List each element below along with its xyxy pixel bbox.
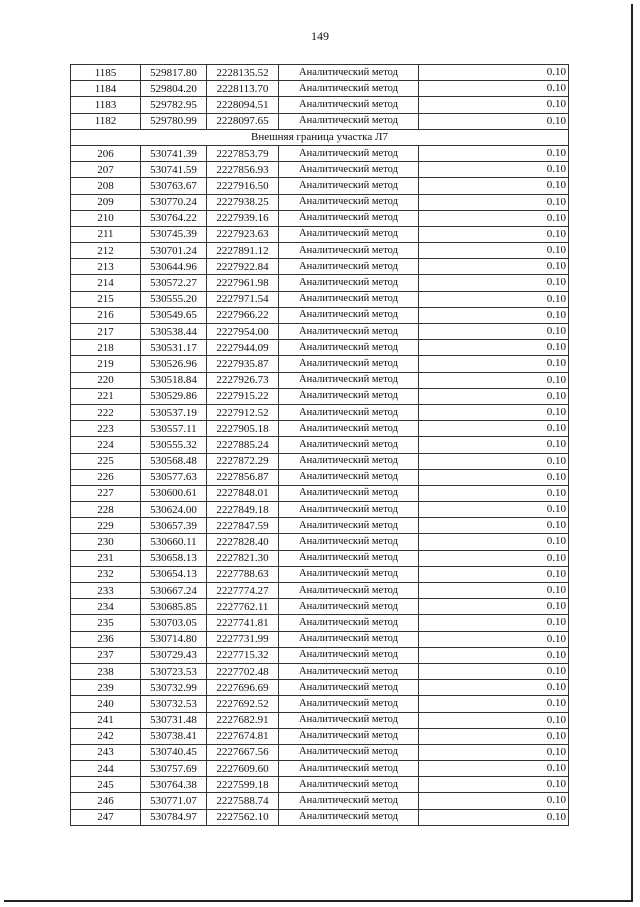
table-row	[71, 469, 569, 485]
table-row	[71, 518, 569, 534]
accuracy-cell: 0.10	[419, 372, 569, 388]
table-row	[71, 194, 569, 210]
x-coordinate-cell: 530557.11	[141, 421, 207, 437]
accuracy-cell: 0.10	[419, 809, 569, 825]
x-coordinate-cell: 530732.53	[141, 696, 207, 712]
accuracy-cell: 0.10	[419, 777, 569, 793]
point-number-cell: 238	[71, 663, 141, 679]
accuracy-cell: 0.10	[419, 696, 569, 712]
point-number-cell: 206	[71, 145, 141, 161]
accuracy-cell: 0.10	[419, 615, 569, 631]
y-coordinate-cell: 2227926.73	[207, 372, 279, 388]
y-coordinate-cell: 2227938.25	[207, 194, 279, 210]
section-header-row	[71, 129, 569, 145]
method-cell: Аналитический метод	[279, 81, 419, 97]
y-coordinate-cell: 2227961.98	[207, 275, 279, 291]
method-cell: Аналитический метод	[279, 615, 419, 631]
point-number-cell: 1184	[71, 81, 141, 97]
x-coordinate-cell: 530526.96	[141, 356, 207, 372]
method-cell: Аналитический метод	[279, 761, 419, 777]
accuracy-cell: 0.10	[419, 761, 569, 777]
x-coordinate-cell: 530731.48	[141, 712, 207, 728]
y-coordinate-cell: 2227891.12	[207, 243, 279, 259]
y-coordinate-cell: 2227609.60	[207, 761, 279, 777]
accuracy-cell: 0.10	[419, 340, 569, 356]
method-cell: Аналитический метод	[279, 599, 419, 615]
accuracy-cell: 0.10	[419, 243, 569, 259]
table-row	[71, 647, 569, 663]
coordinates-table	[70, 64, 569, 826]
point-number-cell: 236	[71, 631, 141, 647]
accuracy-cell: 0.10	[419, 793, 569, 809]
accuracy-cell: 0.10	[419, 550, 569, 566]
accuracy-cell: 0.10	[419, 744, 569, 760]
point-number-cell: 219	[71, 356, 141, 372]
y-coordinate-cell: 2227923.63	[207, 226, 279, 242]
y-coordinate-cell: 2227696.69	[207, 680, 279, 696]
method-cell: Аналитический метод	[279, 793, 419, 809]
table-row	[71, 226, 569, 242]
table-row	[71, 744, 569, 760]
point-number-cell: 244	[71, 761, 141, 777]
x-coordinate-cell: 530685.85	[141, 599, 207, 615]
point-number-cell: 223	[71, 421, 141, 437]
y-coordinate-cell: 2227944.09	[207, 340, 279, 356]
x-coordinate-cell: 529782.95	[141, 97, 207, 113]
table-row	[71, 599, 569, 615]
point-number-cell: 208	[71, 178, 141, 194]
point-number-cell: 222	[71, 404, 141, 420]
method-cell: Аналитический метод	[279, 388, 419, 404]
accuracy-cell: 0.10	[419, 226, 569, 242]
accuracy-cell: 0.10	[419, 113, 569, 129]
x-coordinate-cell: 530538.44	[141, 324, 207, 340]
table-row	[71, 793, 569, 809]
y-coordinate-cell: 2227912.52	[207, 404, 279, 420]
table-row	[71, 324, 569, 340]
x-coordinate-cell: 530764.38	[141, 777, 207, 793]
method-cell: Аналитический метод	[279, 777, 419, 793]
page-number: 149	[311, 29, 329, 43]
accuracy-cell: 0.10	[419, 712, 569, 728]
method-cell: Аналитический метод	[279, 404, 419, 420]
y-coordinate-cell: 2227885.24	[207, 437, 279, 453]
x-coordinate-cell: 530757.69	[141, 761, 207, 777]
accuracy-cell: 0.10	[419, 680, 569, 696]
method-cell: Аналитический метод	[279, 194, 419, 210]
table-row	[71, 728, 569, 744]
point-number-cell: 243	[71, 744, 141, 760]
table-row	[71, 615, 569, 631]
table-body-before	[71, 65, 569, 130]
y-coordinate-cell: 2227562.10	[207, 809, 279, 825]
method-cell: Аналитический метод	[279, 502, 419, 518]
y-coordinate-cell: 2227788.63	[207, 566, 279, 582]
table-row	[71, 275, 569, 291]
accuracy-cell: 0.10	[419, 307, 569, 323]
point-number-cell: 246	[71, 793, 141, 809]
point-number-cell: 211	[71, 226, 141, 242]
x-coordinate-cell: 529817.80	[141, 65, 207, 81]
x-coordinate-cell: 530568.48	[141, 453, 207, 469]
method-cell: Аналитический метод	[279, 712, 419, 728]
accuracy-cell: 0.10	[419, 178, 569, 194]
x-coordinate-cell: 530741.39	[141, 145, 207, 161]
point-number-cell: 210	[71, 210, 141, 226]
table-row	[71, 696, 569, 712]
accuracy-cell: 0.10	[419, 599, 569, 615]
accuracy-cell: 0.10	[419, 647, 569, 663]
y-coordinate-cell: 2227731.99	[207, 631, 279, 647]
accuracy-cell: 0.10	[419, 210, 569, 226]
table-row	[71, 388, 569, 404]
method-cell: Аналитический метод	[279, 647, 419, 663]
x-coordinate-cell: 530770.24	[141, 194, 207, 210]
accuracy-cell: 0.10	[419, 356, 569, 372]
accuracy-cell: 0.10	[419, 275, 569, 291]
x-coordinate-cell: 529780.99	[141, 113, 207, 129]
point-number-cell: 224	[71, 437, 141, 453]
accuracy-cell: 0.10	[419, 421, 569, 437]
y-coordinate-cell: 2227971.54	[207, 291, 279, 307]
y-coordinate-cell: 2228097.65	[207, 113, 279, 129]
y-coordinate-cell: 2227667.56	[207, 744, 279, 760]
table-row	[71, 372, 569, 388]
accuracy-cell: 0.10	[419, 518, 569, 534]
method-cell: Аналитический метод	[279, 259, 419, 275]
table-row	[71, 663, 569, 679]
table-row	[71, 307, 569, 323]
x-coordinate-cell: 530701.24	[141, 243, 207, 259]
table-row	[71, 583, 569, 599]
x-coordinate-cell: 530667.24	[141, 583, 207, 599]
table-row	[71, 809, 569, 825]
table-row	[71, 356, 569, 372]
accuracy-cell: 0.10	[419, 534, 569, 550]
accuracy-cell: 0.10	[419, 485, 569, 501]
x-coordinate-cell: 530657.39	[141, 518, 207, 534]
point-number-cell: 1183	[71, 97, 141, 113]
point-number-cell: 247	[71, 809, 141, 825]
table-row	[71, 761, 569, 777]
y-coordinate-cell: 2227922.84	[207, 259, 279, 275]
x-coordinate-cell: 530555.32	[141, 437, 207, 453]
method-cell: Аналитический метод	[279, 744, 419, 760]
point-number-cell: 218	[71, 340, 141, 356]
x-coordinate-cell: 530577.63	[141, 469, 207, 485]
x-coordinate-cell: 530600.61	[141, 485, 207, 501]
x-coordinate-cell: 530771.07	[141, 793, 207, 809]
y-coordinate-cell: 2228135.52	[207, 65, 279, 81]
table-row	[71, 502, 569, 518]
accuracy-cell: 0.10	[419, 97, 569, 113]
x-coordinate-cell: 530741.59	[141, 162, 207, 178]
table-row	[71, 291, 569, 307]
method-cell: Аналитический метод	[279, 324, 419, 340]
table-row	[71, 631, 569, 647]
method-cell: Аналитический метод	[279, 680, 419, 696]
method-cell: Аналитический метод	[279, 421, 419, 437]
y-coordinate-cell: 2227916.50	[207, 178, 279, 194]
x-coordinate-cell: 530660.11	[141, 534, 207, 550]
y-coordinate-cell: 2227847.59	[207, 518, 279, 534]
x-coordinate-cell: 530555.20	[141, 291, 207, 307]
point-number-cell: 212	[71, 243, 141, 259]
y-coordinate-cell: 2227915.22	[207, 388, 279, 404]
table-row	[71, 259, 569, 275]
accuracy-cell: 0.10	[419, 145, 569, 161]
method-cell: Аналитический метод	[279, 485, 419, 501]
accuracy-cell: 0.10	[419, 437, 569, 453]
table-row	[71, 437, 569, 453]
point-number-cell: 229	[71, 518, 141, 534]
accuracy-cell: 0.10	[419, 65, 569, 81]
method-cell: Аналитический метод	[279, 356, 419, 372]
point-number-cell: 214	[71, 275, 141, 291]
table-row	[71, 485, 569, 501]
table-row	[71, 453, 569, 469]
y-coordinate-cell: 2227848.01	[207, 485, 279, 501]
point-number-cell: 234	[71, 599, 141, 615]
method-cell: Аналитический метод	[279, 275, 419, 291]
method-cell: Аналитический метод	[279, 307, 419, 323]
y-coordinate-cell: 2227588.74	[207, 793, 279, 809]
table-row	[71, 97, 569, 113]
y-coordinate-cell: 2227856.87	[207, 469, 279, 485]
method-cell: Аналитический метод	[279, 728, 419, 744]
x-coordinate-cell: 530549.65	[141, 307, 207, 323]
y-coordinate-cell: 2227872.29	[207, 453, 279, 469]
x-coordinate-cell: 530529.86	[141, 388, 207, 404]
accuracy-cell: 0.10	[419, 259, 569, 275]
method-cell: Аналитический метод	[279, 518, 419, 534]
accuracy-cell: 0.10	[419, 631, 569, 647]
accuracy-cell: 0.10	[419, 502, 569, 518]
x-coordinate-cell: 530644.96	[141, 259, 207, 275]
table-row	[71, 81, 569, 97]
point-number-cell: 239	[71, 680, 141, 696]
y-coordinate-cell: 2227741.81	[207, 615, 279, 631]
accuracy-cell: 0.10	[419, 194, 569, 210]
point-number-cell: 221	[71, 388, 141, 404]
y-coordinate-cell: 2228113.70	[207, 81, 279, 97]
method-cell: Аналитический метод	[279, 631, 419, 647]
method-cell: Аналитический метод	[279, 210, 419, 226]
x-coordinate-cell: 530624.00	[141, 502, 207, 518]
method-cell: Аналитический метод	[279, 65, 419, 81]
accuracy-cell: 0.10	[419, 81, 569, 97]
point-number-cell: 217	[71, 324, 141, 340]
point-number-cell: 242	[71, 728, 141, 744]
x-coordinate-cell: 530784.97	[141, 809, 207, 825]
x-coordinate-cell: 530764.22	[141, 210, 207, 226]
y-coordinate-cell: 2227856.93	[207, 162, 279, 178]
method-cell: Аналитический метод	[279, 583, 419, 599]
point-number-cell: 231	[71, 550, 141, 566]
table-row	[71, 210, 569, 226]
method-cell: Аналитический метод	[279, 809, 419, 825]
x-coordinate-cell: 530572.27	[141, 275, 207, 291]
accuracy-cell: 0.10	[419, 566, 569, 582]
accuracy-cell: 0.10	[419, 291, 569, 307]
y-coordinate-cell: 2227774.27	[207, 583, 279, 599]
accuracy-cell: 0.10	[419, 404, 569, 420]
x-coordinate-cell: 530658.13	[141, 550, 207, 566]
accuracy-cell: 0.10	[419, 583, 569, 599]
method-cell: Аналитический метод	[279, 243, 419, 259]
table-row	[71, 680, 569, 696]
point-number-cell: 245	[71, 777, 141, 793]
table-row	[71, 777, 569, 793]
method-cell: Аналитический метод	[279, 113, 419, 129]
y-coordinate-cell: 2227702.48	[207, 663, 279, 679]
method-cell: Аналитический метод	[279, 97, 419, 113]
accuracy-cell: 0.10	[419, 453, 569, 469]
accuracy-cell: 0.10	[419, 324, 569, 340]
method-cell: Аналитический метод	[279, 162, 419, 178]
method-cell: Аналитический метод	[279, 696, 419, 712]
table-row	[71, 243, 569, 259]
x-coordinate-cell: 530738.41	[141, 728, 207, 744]
accuracy-cell: 0.10	[419, 728, 569, 744]
point-number-cell: 232	[71, 566, 141, 582]
table-row	[71, 566, 569, 582]
table-row	[71, 178, 569, 194]
method-cell: Аналитический метод	[279, 340, 419, 356]
x-coordinate-cell: 529804.20	[141, 81, 207, 97]
table-row	[71, 65, 569, 81]
y-coordinate-cell: 2227682.91	[207, 712, 279, 728]
x-coordinate-cell: 530763.67	[141, 178, 207, 194]
point-number-cell: 215	[71, 291, 141, 307]
x-coordinate-cell: 530531.17	[141, 340, 207, 356]
x-coordinate-cell: 530518.84	[141, 372, 207, 388]
point-number-cell: 240	[71, 696, 141, 712]
x-coordinate-cell: 530732.99	[141, 680, 207, 696]
section-header: Внешняя граница участка Л7	[71, 129, 569, 145]
point-number-cell: 1182	[71, 113, 141, 129]
method-cell: Аналитический метод	[279, 178, 419, 194]
x-coordinate-cell: 530729.43	[141, 647, 207, 663]
table-body-after	[71, 145, 569, 825]
method-cell: Аналитический метод	[279, 226, 419, 242]
point-number-cell: 237	[71, 647, 141, 663]
y-coordinate-cell: 2227849.18	[207, 502, 279, 518]
x-coordinate-cell: 530703.05	[141, 615, 207, 631]
y-coordinate-cell: 2227966.22	[207, 307, 279, 323]
y-coordinate-cell: 2228094.51	[207, 97, 279, 113]
accuracy-cell: 0.10	[419, 469, 569, 485]
method-cell: Аналитический метод	[279, 534, 419, 550]
accuracy-cell: 0.10	[419, 663, 569, 679]
method-cell: Аналитический метод	[279, 453, 419, 469]
table-row	[71, 421, 569, 437]
y-coordinate-cell: 2227715.32	[207, 647, 279, 663]
section-header-row-group	[71, 129, 569, 145]
table-row	[71, 712, 569, 728]
method-cell: Аналитический метод	[279, 291, 419, 307]
y-coordinate-cell: 2227853.79	[207, 145, 279, 161]
x-coordinate-cell: 530654.13	[141, 566, 207, 582]
table-row	[71, 550, 569, 566]
point-number-cell: 226	[71, 469, 141, 485]
x-coordinate-cell: 530537.19	[141, 404, 207, 420]
point-number-cell: 230	[71, 534, 141, 550]
point-number-cell: 1185	[71, 65, 141, 81]
y-coordinate-cell: 2227905.18	[207, 421, 279, 437]
table-row	[71, 113, 569, 129]
y-coordinate-cell: 2227935.87	[207, 356, 279, 372]
x-coordinate-cell: 530714.80	[141, 631, 207, 647]
method-cell: Аналитический метод	[279, 566, 419, 582]
point-number-cell: 220	[71, 372, 141, 388]
x-coordinate-cell: 530745.39	[141, 226, 207, 242]
x-coordinate-cell: 530723.53	[141, 663, 207, 679]
table-row	[71, 145, 569, 161]
y-coordinate-cell: 2227762.11	[207, 599, 279, 615]
y-coordinate-cell: 2227599.18	[207, 777, 279, 793]
method-cell: Аналитический метод	[279, 663, 419, 679]
table-row	[71, 340, 569, 356]
method-cell: Аналитический метод	[279, 550, 419, 566]
method-cell: Аналитический метод	[279, 145, 419, 161]
method-cell: Аналитический метод	[279, 437, 419, 453]
y-coordinate-cell: 2227674.81	[207, 728, 279, 744]
point-number-cell: 207	[71, 162, 141, 178]
x-coordinate-cell: 530740.45	[141, 744, 207, 760]
table-row	[71, 404, 569, 420]
y-coordinate-cell: 2227821.30	[207, 550, 279, 566]
point-number-cell: 235	[71, 615, 141, 631]
point-number-cell: 209	[71, 194, 141, 210]
point-number-cell: 233	[71, 583, 141, 599]
method-cell: Аналитический метод	[279, 372, 419, 388]
y-coordinate-cell: 2227692.52	[207, 696, 279, 712]
accuracy-cell: 0.10	[419, 162, 569, 178]
point-number-cell: 216	[71, 307, 141, 323]
table-row	[71, 162, 569, 178]
point-number-cell: 241	[71, 712, 141, 728]
y-coordinate-cell: 2227828.40	[207, 534, 279, 550]
y-coordinate-cell: 2227939.16	[207, 210, 279, 226]
accuracy-cell: 0.10	[419, 388, 569, 404]
point-number-cell: 213	[71, 259, 141, 275]
point-number-cell: 225	[71, 453, 141, 469]
y-coordinate-cell: 2227954.00	[207, 324, 279, 340]
table-row	[71, 534, 569, 550]
point-number-cell: 227	[71, 485, 141, 501]
method-cell: Аналитический метод	[279, 469, 419, 485]
point-number-cell: 228	[71, 502, 141, 518]
